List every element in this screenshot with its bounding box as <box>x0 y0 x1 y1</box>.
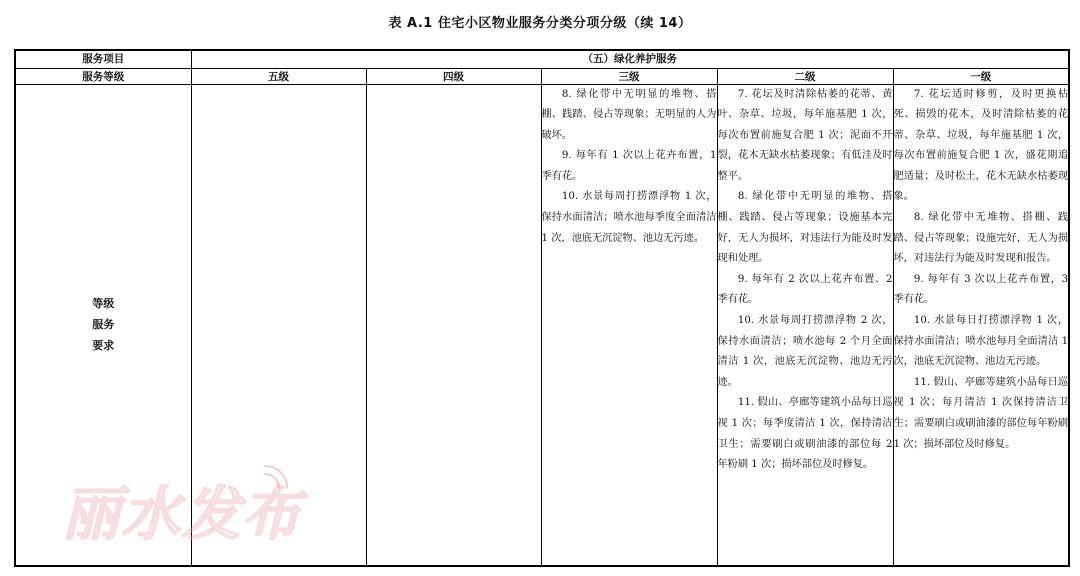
requirement-item: 11. 假山、亭廊等建筑小品每日巡视 1 次；每季度清洁 1 次，保持清洁卫生；需要刷白或刷油漆的部位每 2 年粉刷 1 次；损坏部位及时修复。 <box>717 397 893 471</box>
requirement-item: 8. 绿化带中无明显的堆物、搭棚、践踏、侵占等现象；无明显的人为破坏。 <box>541 88 717 141</box>
header-row-item <box>15 50 1069 68</box>
requirement-item: 10. 水景每周打捞漂浮物 2 次，保持水面清洁；喷水池每 2 个月全面清洁 1 次，池底无沉淀物、池边无污迹。 <box>717 315 893 388</box>
service-grade-table <box>14 49 1070 567</box>
cell-level4 <box>366 84 541 566</box>
requirement-item: 9. 每年有 1 次以上花卉布置，1 季有花。 <box>541 150 717 182</box>
grade-header-level5: 五级 <box>191 68 366 84</box>
grade-header-level2: 二级 <box>717 68 893 84</box>
svg-text:丽水发布: 丽水发布 <box>62 480 303 548</box>
requirement-item: 10. 水景每日打捞漂浮物 1 次，保持水面清洁；喷水池每月全面清洁 1 次，池底无沉淀物、池边无污迹。 <box>893 315 1069 368</box>
service-grade-label: 服务等级 <box>15 68 191 84</box>
requirement-item: 11. 假山、亭廊等建筑小品每日巡视 1 次；每月清洁 1 次保持清洁卫生；需要刷白或刷油漆的部位每年粉刷 1 次；损坏部位及时修复。 <box>893 376 1069 450</box>
cell-level2 <box>717 84 893 566</box>
row-label <box>15 84 191 566</box>
requirements-row <box>15 84 1069 566</box>
requirement-item: 10. 水景每周打捞漂浮物 1 次，保持水面清洁；喷水池每季度全面清洁 1 次，池底无沉淀物、池边无污迹。 <box>541 191 717 244</box>
requirement-item: 8. 绿化带中无明显的堆物、搭棚、践踏、侵占等现象；设施基本完好，无人为损坏，对违法行为能及时发现和处理。 <box>717 191 893 265</box>
table-title: 表 A.1 住宅小区物业服务分类分项分级（续 14） <box>388 16 692 31</box>
header-row-grade <box>15 68 1069 84</box>
row-label-line: 等级 <box>92 297 115 311</box>
row-label-line: 服务 <box>92 318 115 332</box>
cell-level5 <box>191 84 366 566</box>
requirement-item: 9. 每年有 3 次以上花卉布置，3 季有花。 <box>893 273 1069 306</box>
requirement-item: 7. 花坛及时清除枯萎的花蒂、黄叶、杂草、垃圾，每年施基肥 1 次，每次布置前施复合肥 1 次；泥面不开裂，花木无缺水枯萎现象；有低洼及时整平。 <box>717 88 893 182</box>
cell-level1 <box>893 84 1069 566</box>
grade-header-level1: 一级 <box>893 68 1069 84</box>
service-item-label: 服务项目 <box>15 50 191 68</box>
requirement-item: 8. 绿化带中无堆物、搭棚、践踏、侵占等现象；设施完好，无人为损坏，对违法行为能及时发现和报告。 <box>893 212 1069 265</box>
grade-header-level4: 四级 <box>366 68 541 84</box>
cell-level3 <box>541 84 717 566</box>
grade-header-level3: 三级 <box>541 68 717 84</box>
requirement-item: 7. 花坛适时修剪，及时更换枯死、损毁的花木，及时清除枯萎的花蒂、杂草、垃圾，每年施基肥 1 次，每次布置前施复合肥 1 次，盛花期追肥适量；及时松土，花木无缺水枯萎现象。 <box>893 88 1069 203</box>
row-label-line: 要求 <box>92 339 115 353</box>
requirement-item: 9. 每年有 2 次以上花卉布置、2 季有花。 <box>717 273 893 306</box>
service-item-value: （五）绿化养护服务 <box>191 50 1069 68</box>
